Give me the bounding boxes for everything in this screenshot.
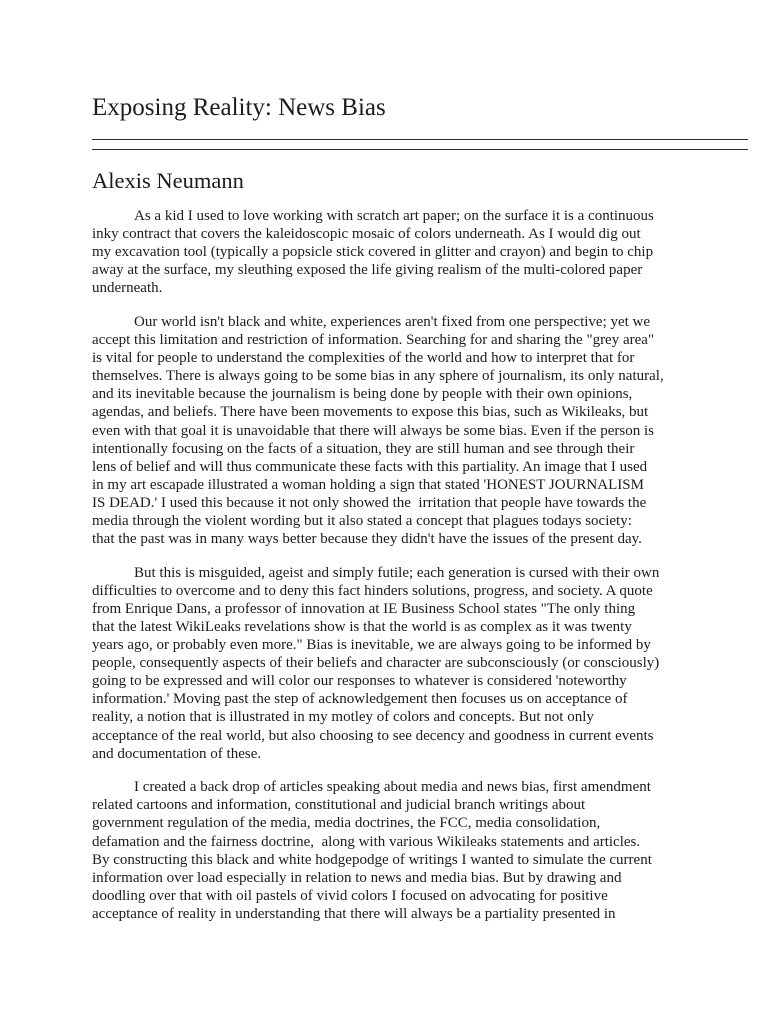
body-line: and its inevitable because the journalism is being done by people with their own opinions, xyxy=(92,386,633,403)
body-line: reality, a notion that is illustrated in my motley of colors and concepts. But not only xyxy=(92,709,594,726)
body-line: that the past was in many ways better because they didn't have the issues of the present day. xyxy=(92,531,642,548)
document-title: Exposing Reality: News Bias xyxy=(92,94,386,121)
body-line: IS DEAD.' I used this because it not only showed the irritation that people have towards the xyxy=(92,494,647,511)
body-line: defamation and the fairness doctrine, along with various Wikileaks statements and articles. xyxy=(92,833,641,850)
body-line: information.' Moving past the step of acknowledgement then focuses us on acceptance of xyxy=(92,691,628,708)
body-line: acceptance of reality in understanding that there will always be a partiality presented in xyxy=(92,905,616,922)
body-line: lens of belief and will thus communicate these facts with this partiality. An image that I used xyxy=(92,458,648,475)
body-line: and documentation of these. xyxy=(92,745,262,762)
body-line: is vital for people to understand the complexities of the world and how to interpret that for xyxy=(92,350,635,367)
title-divider-bottom xyxy=(92,149,748,150)
title-divider-top xyxy=(92,139,748,140)
body-line: away at the surface, my sleuthing exposed the life giving realism of the multi-colored paper xyxy=(92,262,643,279)
body-line: But this is misguided, ageist and simply futile; each generation is cursed with their own xyxy=(134,564,660,581)
body-line: inky contract that covers the kaleidoscopic mosaic of colors underneath. As I would dig out xyxy=(92,226,641,243)
body-line: As a kid I used to love working with scratch art paper; on the surface it is a continuous xyxy=(134,208,654,224)
body-line: acceptance of the real world, but also choosing to see decency and goodness in current events xyxy=(92,727,654,744)
body-line: Our world isn't black and white, experiences aren't fixed from one perspective; yet we xyxy=(134,313,651,330)
body-line: By constructing this black and white hodgepodge of writings I wanted to simulate the current xyxy=(92,851,652,868)
body-line: intentionally focusing on the facts of a situation, they are still human and see through their xyxy=(92,440,635,457)
body-line: I created a back drop of articles speaking about media and news bias, first amendment xyxy=(134,779,651,796)
body-line: themselves. There is always going to be some bias in any sphere of journalism, its only natural, xyxy=(92,368,664,385)
body-line: difficulties to overcome and to deny this fact hinders solutions, progress, and society. A quote xyxy=(92,582,653,599)
document-body xyxy=(92,207,732,938)
body-line: people, consequently aspects of their beliefs and character are subconsciously (or consciously) xyxy=(92,655,660,672)
body-line: related cartoons and information, constitutional and judicial branch writings about xyxy=(92,797,586,814)
body-line: accept this limitation and restriction of information. Searching for and sharing the "grey area" xyxy=(92,332,655,349)
body-line: my excavation tool (typically a popsicle stick covered in glitter and crayon) and begin to chip xyxy=(92,244,654,261)
body-line: in my art escapade illustrated a woman holding a sign that stated 'HONEST JOURNALISM xyxy=(92,476,644,493)
paragraph-1 xyxy=(92,207,732,297)
body-line: media through the violent wording but it also stated a concept that plagues todays society: xyxy=(92,513,632,529)
author-name: Alexis Neumann xyxy=(92,168,244,193)
body-line: underneath. xyxy=(92,280,163,297)
paragraph-2 xyxy=(92,313,732,548)
body-line: government regulation of the media, media doctrines, the FCC, media consolidation, xyxy=(92,815,601,832)
body-line: agendas, and beliefs. There have been movements to expose this bias, such as Wikileaks, but xyxy=(92,404,649,421)
body-line: going to be expressed and will color our responses to whatever is considered 'noteworthy xyxy=(92,673,627,690)
body-line: information over load especially in relation to news and media bias. But by drawing and xyxy=(92,869,622,886)
body-line: years ago, or probably even more." Bias is inevitable, we are always going to be informed by xyxy=(92,637,651,654)
body-line: that the latest WikiLeaks revelations show is that the world is as complex as it was twenty xyxy=(92,618,632,635)
body-line: from Enrique Dans, a professor of innovation at IE Business School states "The only thing xyxy=(92,600,636,617)
body-line: doodling over that with oil pastels of vivid colors I focused on advocating for positive xyxy=(92,887,608,904)
paragraph-4 xyxy=(92,778,732,923)
paragraph-3 xyxy=(92,564,732,763)
body-line: even with that goal it is unavoidable that there will always be some bias. Even if the person is xyxy=(92,422,654,439)
